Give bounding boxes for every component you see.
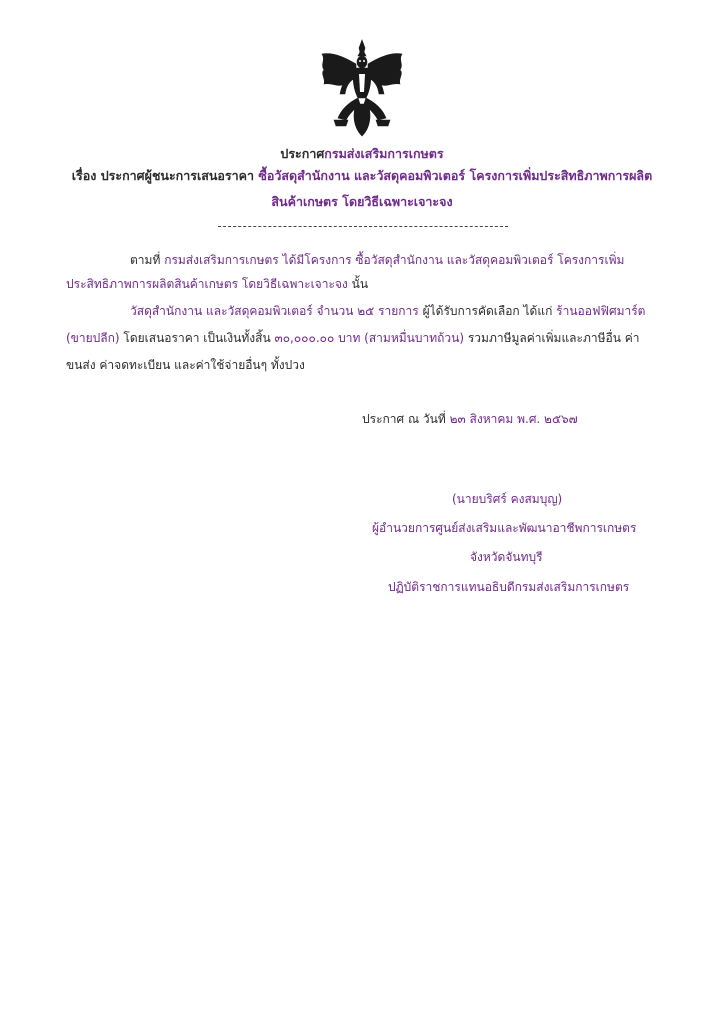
date-label: ประกาศ ณ วันที่ — [362, 412, 446, 426]
subject-line-2: สินค้าเกษตร โดยวิธีเฉพาะเจาะจง — [271, 194, 453, 209]
p1-text-b: กรมส่งเสริมการเกษตร ได้มีโครงการ — [164, 253, 352, 267]
title-prefix: ประกาศ — [280, 146, 325, 161]
garuda-emblem-icon — [312, 38, 412, 138]
subject-label: เรื่อง ประกาศผู้ชนะการเสนอราคา — [71, 168, 255, 183]
announcement-subject — [0, 167, 724, 185]
date-value: ๒๓ สิงหาคม พ.ศ. ๒๕๖๗ — [449, 412, 578, 426]
p2-items: วัสดุสำนักงาน และวัสดุคอมพิวเตอร์ จำนวน ๒๕ รายการ — [130, 304, 419, 318]
paragraph-2-line-3: ขนส่ง ค่าจดทะเบียน และค่าใช้จ่ายอื่นๆ ทั้งปวง — [66, 358, 305, 372]
paragraph-2-line-2 — [66, 329, 640, 347]
p1-text-end: นั้น — [351, 277, 369, 291]
p2-vendor: ร้านออฟฟิศมาร์ต — [556, 304, 646, 318]
p2-amount: ๓๐,๐๐๐.๐๐ บาท (สามหมื่นบาทถ้วน) — [274, 331, 465, 345]
signer-position-3: ปฏิบัติราชการแทนอธิบดีกรมส่งเสริมการเกษตร — [388, 580, 630, 594]
p2-tax-note: รวมภาษีมูลค่าเพิ่มและภาษีอื่น ค่า — [467, 331, 640, 345]
p2-vendor-type: (ขายปลีก) — [66, 331, 120, 345]
title-divider — [218, 226, 508, 227]
signer-position-2: จังหวัดจันทบุรี — [470, 550, 543, 564]
subject-text: ซื้อวัสดุสำนักงาน และวัสดุคอมพิวเตอร์ โครงการเพิ่มประสิทธิภาพการผลิต — [258, 168, 653, 183]
announcement-date — [362, 410, 578, 428]
p1-text-d: ประสิทธิภาพการผลิตสินค้าเกษตร โดยวิธีเฉพาะเจาะจง — [66, 277, 348, 291]
p2-offer-label: โดยเสนอราคา เป็นเงินทั้งสิ้น — [123, 331, 271, 345]
p1-text-c: ซื้อวัสดุสำนักงาน และวัสดุคอมพิวเตอร์ โครงการเพิ่ม — [355, 253, 625, 267]
paragraph-2-line-1 — [130, 302, 645, 320]
title-agency: กรมส่งเสริมการเกษตร — [324, 146, 444, 161]
signer-name: (นายบริศร์ คงสมบุญ) — [452, 492, 563, 506]
signer-position-1: ผู้อำนวยการศูนย์ส่งเสริมและพัฒนาอาชีพการเกษตร — [372, 521, 637, 535]
paragraph-1-line-1 — [130, 251, 624, 269]
announcement-title — [0, 145, 724, 163]
paragraph-1-line-2 — [66, 275, 368, 293]
p2-selected-label: ผู้ได้รับการคัดเลือก ได้แก่ — [422, 304, 553, 318]
p1-text-a: ตามที่ — [130, 253, 161, 267]
